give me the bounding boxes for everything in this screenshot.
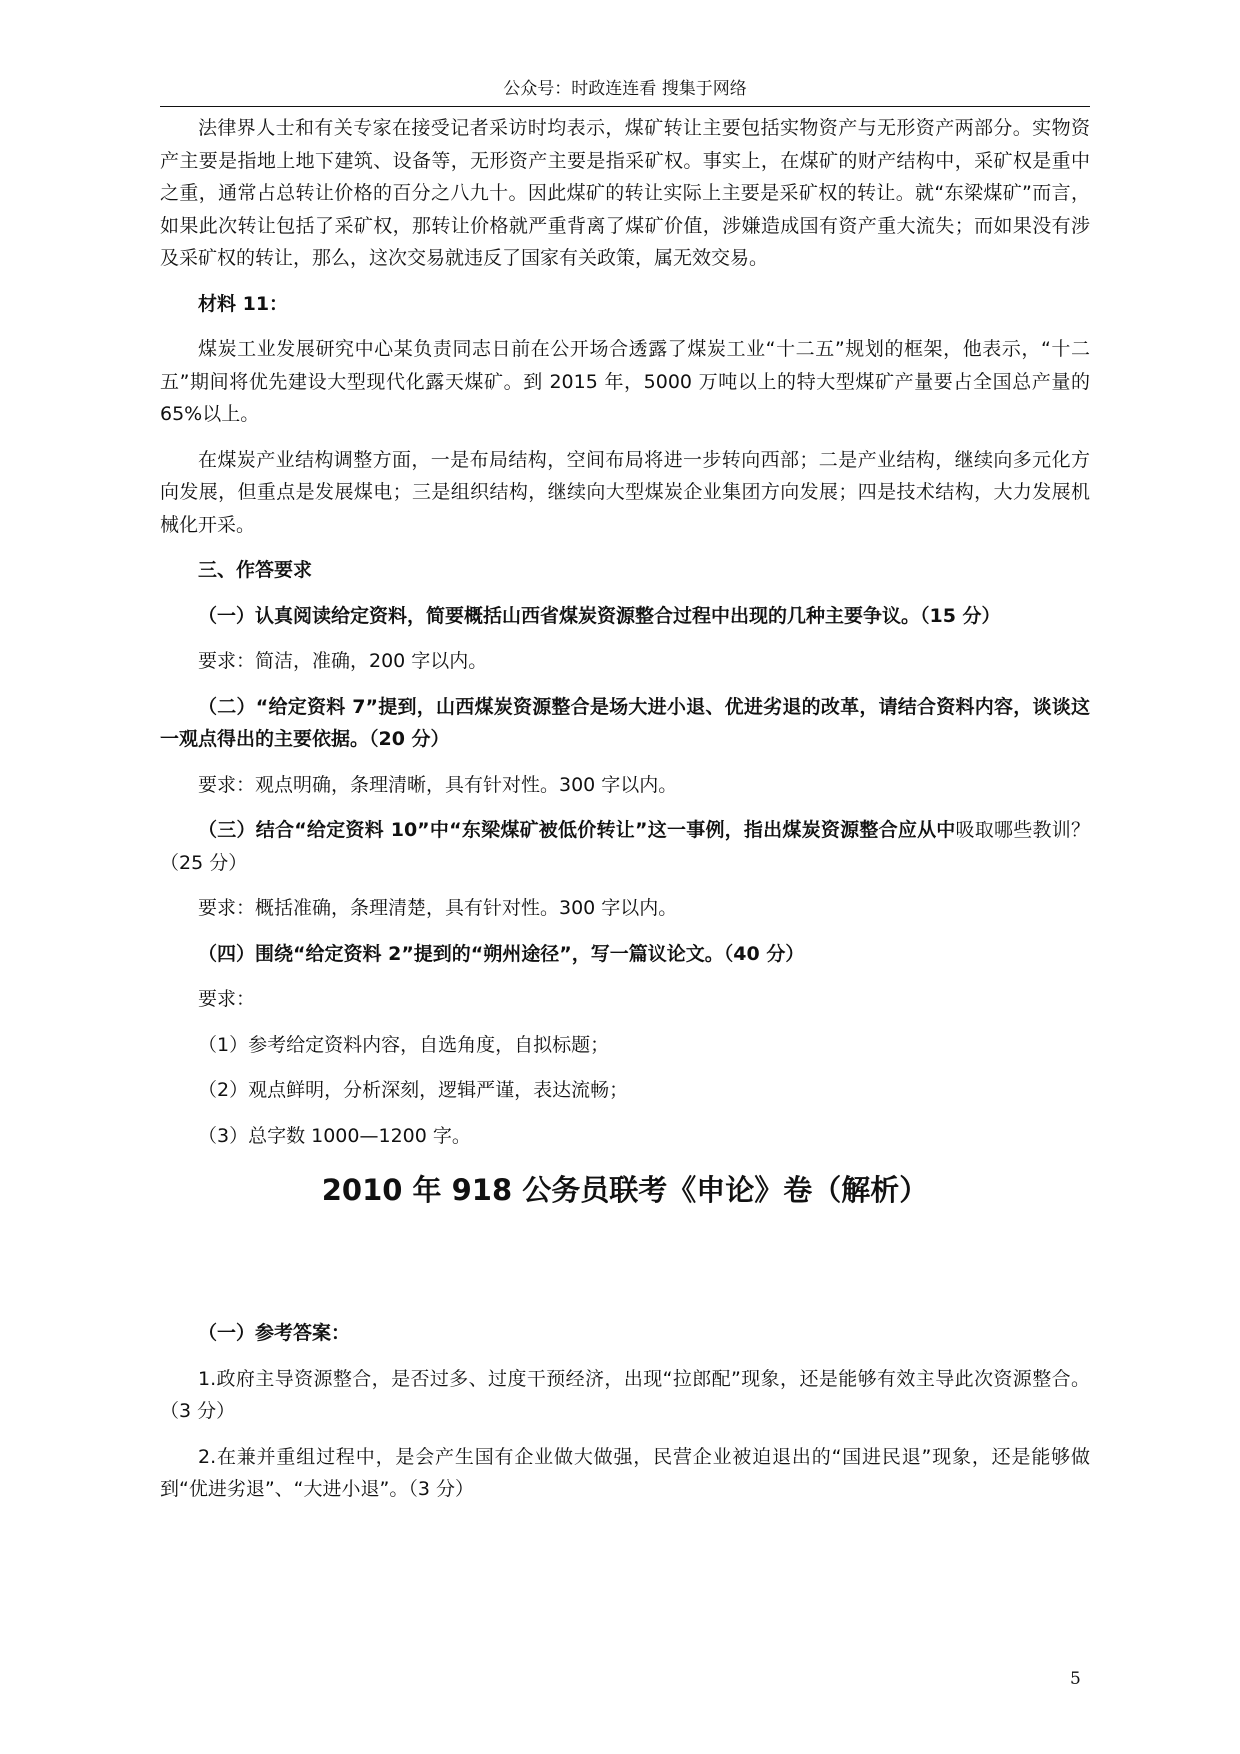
question-4-requirement-1: （1）参考给定资料内容，自选角度，自拟标题； xyxy=(198,1033,610,1056)
question-3-normal-part: 吸取哪些教训？（25 分） xyxy=(160,819,1090,874)
blank-space xyxy=(160,1210,1090,1317)
question-4-requirement-2: （2）观点鲜明，分析深刻，逻辑严谨，表达流畅； xyxy=(198,1079,629,1101)
question-3-requirement: 要求：概括准确，条理清楚，具有针对性。300 字以内。 xyxy=(198,897,678,919)
question-4-requirement-label: 要求： xyxy=(198,988,256,1010)
paragraph-material-11-text-1: 煤炭工业发展研究中心某负责同志日前在公开场合透露了煤炭工业“十二五”规划的框架，他表示，“十二五”期间将优先建设大型现代化露天煤矿。到 2015 年，5000 万吨以上的特大型煤矿产量要占全国总产量的 65%以上。 xyxy=(160,338,1090,425)
question-1-requirement: 要求：简洁，准确，200 字以内。 xyxy=(198,650,488,672)
answer-heading: （一）参考答案： xyxy=(198,1322,351,1344)
question-3 xyxy=(160,814,1090,879)
page-number: 5 xyxy=(1070,1669,1081,1689)
section-requirements-heading: 三、作答要求 xyxy=(198,559,313,581)
question-4-requirement-3: （3）总字数 1000—1200 字。 xyxy=(198,1124,471,1147)
material-11-heading: 材料 11： xyxy=(198,292,289,315)
paragraph-material-10-text: 法律界人士和有关专家在接受记者采访时均表示，煤矿转让主要包括实物资产与无形资产两部分。实物资产主要是指地上地下建筑、设备等，无形资产主要是指采矿权。事实上，在煤矿的财产结构中，采矿权是重中之重，通常占总转让价格的百分之八九十。因此煤矿的转让实际上主要是采矿权的转让。就“东梁煤矿”而言，如果此次转让包括了采矿权，那转让价格就严重背离了煤矿价值，涉嫌造成国有资产重大流失；而如果没有涉及采矿权的转让，那么，这次交易就违反了国家有关政策，属无效交易。 xyxy=(160,117,1090,269)
paragraph-material-11-text-2: 在煤炭产业结构调整方面，一是布局结构，空间布局将进一步转向西部；二是产业结构，继续向多元化方向发展，但重点是发展煤电；三是组织结构，继续向大型煤炭企业集团方向发展；四是技术结构，大力发展机械化开采。 xyxy=(160,448,1090,536)
question-2-requirement: 要求：观点明确，条理清晰，具有针对性。300 字以内。 xyxy=(198,773,678,796)
section-title: 2010 年 918 公务员联考《申论》卷（解析） xyxy=(321,1173,929,1207)
answer-item-2: 2.在兼并重组过程中，是会产生国有企业做大做强，民营企业被迫退出的“国进民退”现象，还是能够做到“优进劣退”、“大进小退”。（3 分） xyxy=(160,1445,1090,1500)
question-2: （二）“给定资料 7”提到，山西煤炭资源整合是场大进小退、优进劣退的改革，请结合资料内容，谈谈这一观点得出的主要依据。（20 分） xyxy=(160,695,1090,750)
answer-item-1: 1.政府主导资源整合，是否过多、过度干预经济，出现“拉郎配”现象，还是能够有效主导此次资源整合。（3 分） xyxy=(160,1367,1090,1422)
question-4: （四）围绕“给定资料 2”提到的“朔州途径”，写一篇议论文。（40 分） xyxy=(198,942,805,965)
page-content xyxy=(160,112,1090,1519)
page-header: 公众号：时政连连看 搜集于网络 xyxy=(160,76,1090,107)
question-3-bold-part: （三）结合“给定资料 10”中“东梁煤矿被低价转让”这一事例，指出煤炭资源整合应从中 xyxy=(198,819,956,841)
question-1: （一）认真阅读给定资料，简要概括山西省煤炭资源整合过程中出现的几种主要争议。（15 分） xyxy=(198,604,1001,627)
